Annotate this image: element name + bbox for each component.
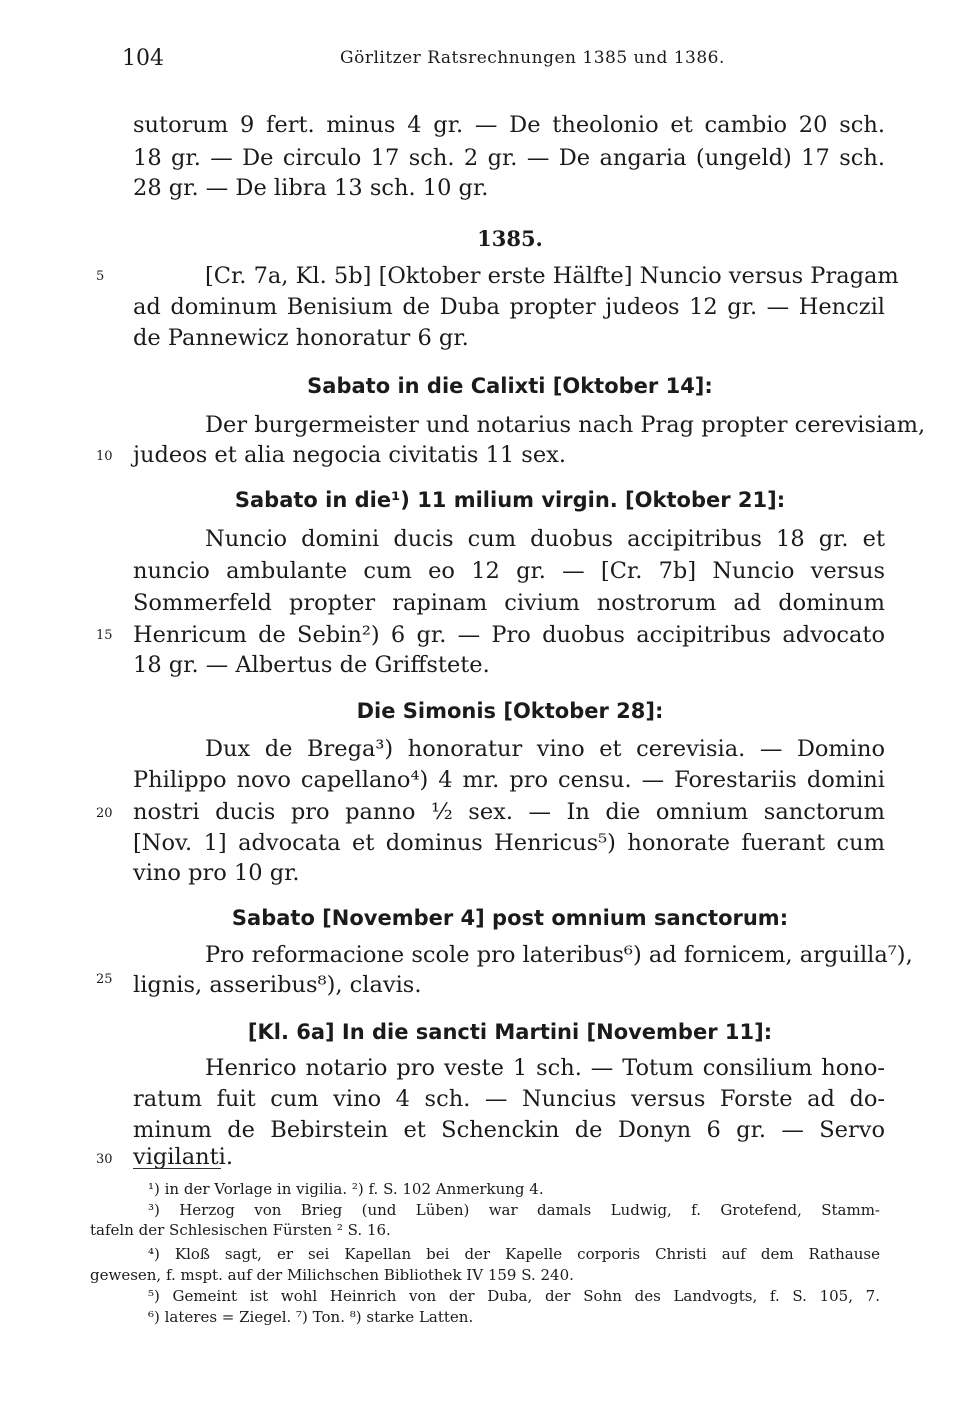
text-line: 18 gr. — Albertus de Griffstete. [133, 652, 490, 678]
text-line: nuncio ambulante cum eo 12 gr. — [Cr. 7b] Nuncio versus [133, 558, 885, 584]
running-title: Görlitzer Ratsrechnungen 1385 und 1386. [340, 48, 725, 68]
section-heading: Sabato in die¹) 11 milium virgin. [Oktober 21]: [234, 488, 786, 512]
footnote-divider [133, 1168, 221, 1169]
section-heading: Sabato [November 4] post omnium sanctorum: [231, 906, 789, 930]
line-number: 10 [96, 449, 113, 464]
text-line: vino pro 10 gr. [133, 860, 300, 886]
footnote-line: ¹) in der Vorlage in vigilia. ²) f. S. 102 Anmerkung 4. [148, 1180, 544, 1198]
footnote-line: gewesen, f. mspt. auf der Milichschen Bibliothek IV 159 S. 240. [90, 1266, 574, 1284]
text-line: vigilanti. [133, 1144, 233, 1170]
text-line: Henrico notario pro veste 1 sch. — Totum consilium hono- [205, 1055, 885, 1081]
text-line: Pro reformacione scole pro lateribus⁶) ad fornicem, arguilla⁷), [205, 942, 913, 968]
text-line: ad dominum Benisium de Duba propter judeos 12 gr. — Henczil [133, 294, 885, 320]
text-line: ratum fuit cum vino 4 sch. — Nuncius versus Forste ad do- [133, 1086, 885, 1112]
line-number: 15 [96, 628, 113, 643]
text-line: [Cr. 7a, Kl. 5b] [Oktober erste Hälfte] Nuncio versus Pragam [205, 263, 899, 289]
text-line: nostri ducis pro panno ½ sex. — In die omnium sanctorum [133, 799, 885, 825]
text-line: minum de Bebirstein et Schenckin de Donyn 6 gr. — Servo [133, 1117, 885, 1143]
page-header [122, 46, 882, 78]
footnote-line: ⁶) lateres = Ziegel. ⁷) Ton. ⁸) starke Latten. [148, 1308, 474, 1326]
text-line: sutorum 9 fert. minus 4 gr. — De theolonio et cambio 20 sch. [133, 112, 885, 138]
year-heading: 1385. [477, 226, 543, 251]
section-heading: Die Simonis [Oktober 28]: [356, 699, 664, 723]
page-number: 104 [122, 46, 164, 71]
section-heading: Sabato in die Calixti [Oktober 14]: [307, 374, 713, 398]
text-line: Dux de Brega³) honoratur vino et cerevisia. — Domino [205, 736, 885, 762]
text-line: lignis, asseribus⁸), clavis. [133, 972, 422, 998]
footnote-line: ³) Herzog von Brieg (und Lüben) war damals Ludwig, f. Grotefend, Stamm- [148, 1201, 880, 1219]
line-number: 25 [96, 972, 113, 987]
text-line: 28 gr. — De libra 13 sch. 10 gr. [133, 175, 489, 201]
line-number: 30 [96, 1152, 113, 1167]
text-line: Henricum de Sebin²) 6 gr. — Pro duobus accipitribus advocato [133, 622, 885, 648]
footnote-line: ⁵) Gemeint ist wohl Heinrich von der Duba, der Sohn des Landvogts, f. S. 105, 7. [148, 1287, 880, 1305]
line-number: 5 [96, 269, 105, 284]
text-line: de Pannewicz honoratur 6 gr. [133, 325, 469, 351]
footnote-line: tafeln der Schlesischen Fürsten ² S. 16. [90, 1221, 391, 1239]
line-number: 20 [96, 806, 113, 821]
text-line: Nuncio domini ducis cum duobus accipitribus 18 gr. et [205, 526, 885, 552]
text-line: Sommerfeld propter rapinam civium nostrorum ad dominum [133, 590, 885, 616]
text-line: Der burgermeister und notarius nach Prag propter cerevisiam, [205, 412, 926, 438]
section-heading: [Kl. 6a] In die sancti Martini [November 11]: [247, 1020, 773, 1044]
footnote-line: ⁴) Kloß sagt, er sei Kapellan bei der Kapelle corporis Christi auf dem Rathause [148, 1245, 880, 1263]
text-line: judeos et alia negocia civitatis 11 sex. [133, 442, 567, 468]
text-line: [Nov. 1] advocata et dominus Henricus⁵) honorate fuerant cum [133, 830, 885, 856]
text-line: Philippo novo capellano⁴) 4 mr. pro censu. — Forestariis domini [133, 767, 885, 793]
text-line: 18 gr. — De circulo 17 sch. 2 gr. — De angaria (ungeld) 17 sch. [133, 145, 885, 171]
